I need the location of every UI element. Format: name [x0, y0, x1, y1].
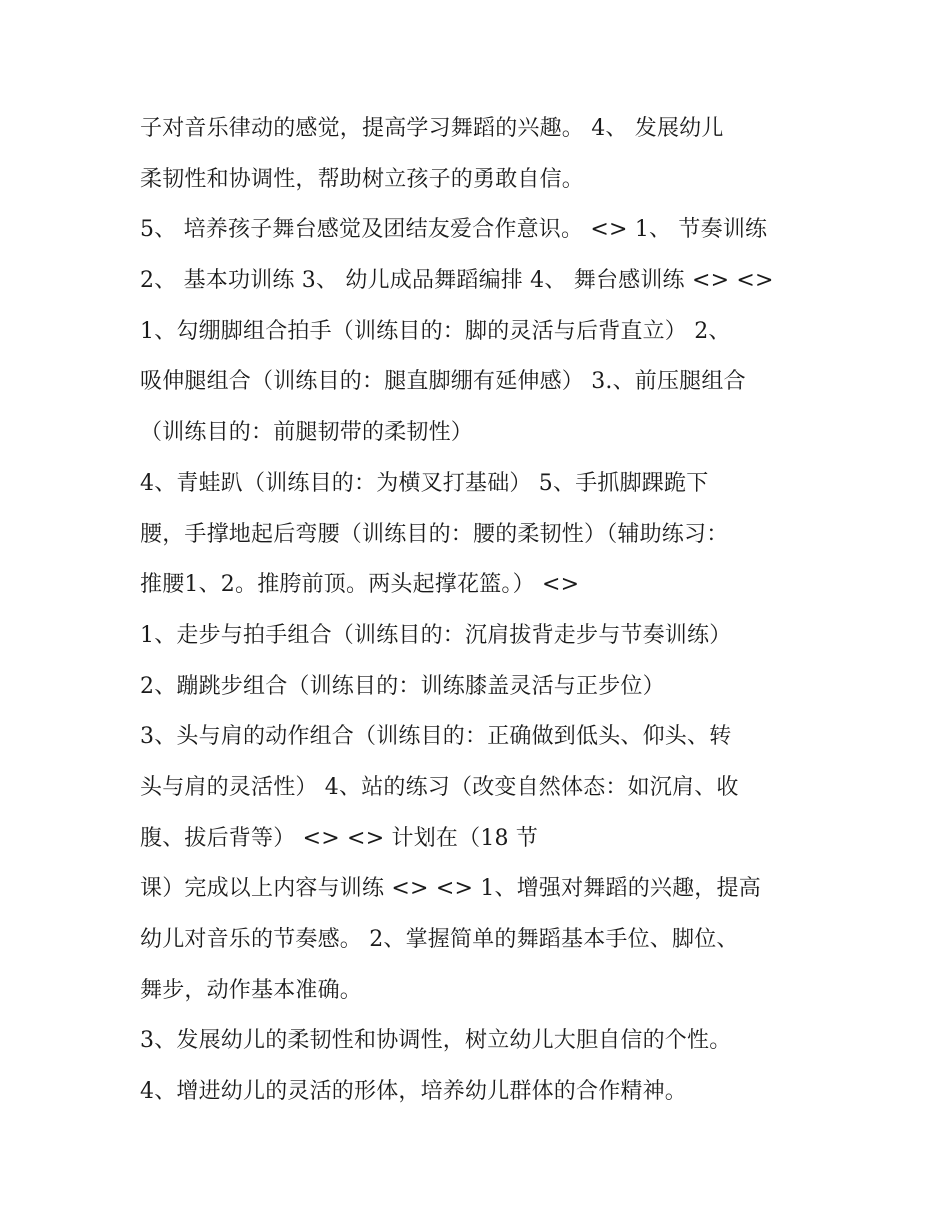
text-line: （训练目的：前腿韧带的柔韧性） — [140, 420, 474, 446]
text-line: 吸伸腿组合（训练目的：腿直脚绷有延伸感） 3.、前压腿组合 — [140, 369, 746, 395]
text-line: 腹、拔后背等） <> <> 计划在（18 节 — [140, 825, 539, 851]
text-line: 4、增进幼儿的灵活的形体，培养幼儿群体的合作精神。 — [140, 1079, 687, 1105]
text-line: 腰，手撑地起后弯腰（训练目的：腰的柔韧性）（辅助练习： — [140, 521, 729, 547]
text-line: 幼儿对音乐的节奏感。 2、掌握简单的舞蹈基本手位、脚位、 — [140, 927, 739, 952]
body-text — [140, 104, 830, 1118]
text-line: 1、勾绷脚组合拍手（训练目的：脚的灵活与后背直立） 2、 — [140, 318, 731, 344]
text-line: 1、走步与拍手组合（训练目的：沉肩拔背走步与节奏训练） — [140, 622, 732, 648]
text-line: 柔韧性和协调性，帮助树立孩子的勇敢自信。 — [140, 166, 585, 192]
text-line: 2、蹦跳步组合（训练目的：训练膝盖灵活与正步位） — [140, 673, 665, 699]
text-line: 课）完成以上内容与训练 <> <> 1、增强对舞蹈的兴趣，提高 — [140, 876, 761, 902]
text-line: 5、 培养孩子舞台感觉及团结友爱合作意识。 <> 1、 节奏训练 — [140, 217, 768, 243]
text-line: 2、 基本功训练 3、 幼儿成品舞蹈编排 4、 舞台感训练 <> <> — [140, 268, 774, 294]
text-line: 舞步，动作基本准确。 — [140, 977, 363, 1003]
text-line: 3、头与肩的动作组合（训练目的：正确做到低头、仰头、转 — [140, 724, 732, 750]
text-line: 头与肩的灵活性） 4、站的练习（改变自然体态：如沉肩、收 — [140, 774, 739, 800]
text-line: 子对音乐律动的感觉，提高学习舞蹈的兴趣。 4、 发展幼儿 — [140, 116, 724, 141]
text-line: 4、青蛙趴（训练目的：为横叉打基础） 5、手抓脚踝跪下 — [140, 470, 709, 496]
text-line: 推腰1、2。推胯前顶。两头起撑花篮。） <> — [140, 572, 580, 598]
text-line: 3、发展幼儿的柔韧性和协调性，树立幼儿大胆自信的个性。 — [140, 1028, 732, 1054]
